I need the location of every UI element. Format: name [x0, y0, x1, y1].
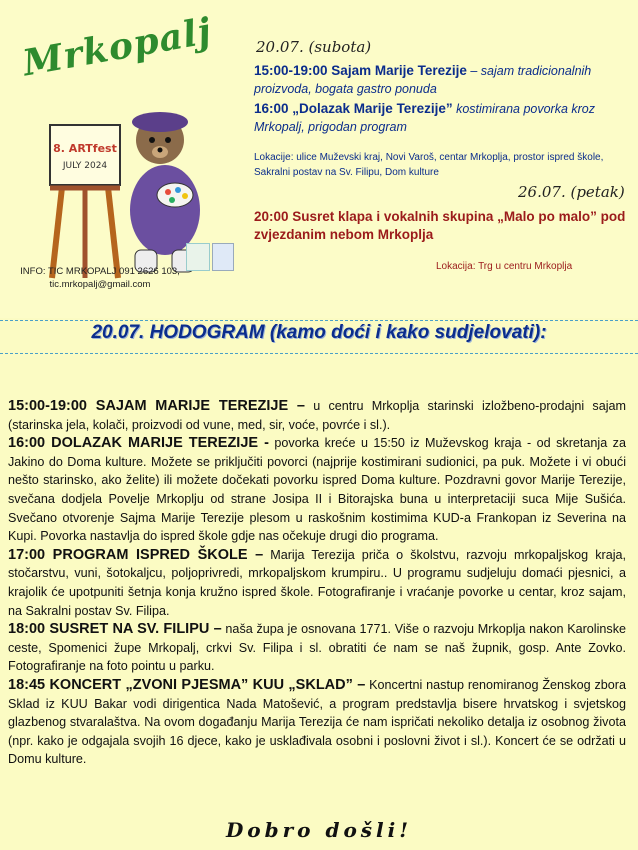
item-heading: 18:45 KONCERT „ZVONI PJESMA” KUU „SKLAD” – [8, 676, 366, 693]
divider-bottom [0, 353, 638, 354]
municipality-logo-badge [212, 243, 234, 271]
item-text: povorka kreće u 15:50 iz Muževskog kraja - od skretanja za Jakino do Doma kulture. Možete se priključiti povorci (najprije kostimirani sudionici, pa puk. Možete i vi obući nešto starinsko, ako želite) ili možete dočekati povorku ispred Doma kulture. Pozdravni govor Marije Terezije, svečana dodjela Povelje Mrkoplju od strane Josipa II i Bitorajska buna u interpretaciji suca Mije Sušića. Svečano otvorenje Sajma Marije Terezije plesom u raskošnim kostimima KUD-a Frankopan iz Severina na Kupi. Povorka nastavlja do ispred škole gdje nas očekuje drugi dio programa. [8, 436, 626, 544]
list-item [8, 397, 626, 434]
saturday-event-1 [254, 62, 629, 98]
hodogram-list [8, 397, 626, 769]
list-item [8, 620, 626, 676]
artfest-label: 8. ARTfest [53, 142, 117, 155]
friday-location: Lokacija: Trg u centru Mrkoplja [436, 261, 573, 272]
friday-event: 20:00 Susret klapa i vokalnih skupina „Malo po malo” pod zvjezdanim nebom Mrkoplja [254, 209, 626, 242]
header-section [0, 0, 638, 318]
event-1-title: 15:00-19:00 Sajam Marije Terezije [254, 63, 467, 78]
friday-date: 26.07. (petak) [518, 183, 625, 201]
item-heading: 18:00 SUSRET NA SV. FILIPU – [8, 621, 222, 638]
event-1-desc: – sajam tradicionalnih proizvoda, bogata gastro ponuda [254, 64, 592, 96]
item-heading: 15:00-19:00 SAJAM MARIJE TEREZIJE – [8, 398, 305, 414]
event-2-title: 16:00 „Dolazak Marije Terezije” [254, 101, 453, 116]
artfest-date: JULY 2024 [62, 161, 108, 171]
info-contact [10, 265, 190, 291]
info-email: tic.mrkopalj@gmail.com [49, 279, 151, 290]
divider-top [0, 320, 638, 321]
item-heading: 16:00 DOLAZAK MARIJE TEREZIJE - [8, 435, 269, 452]
list-item [8, 676, 626, 769]
item-text: Marija Terezija priča o školstvu, razvoju mrkopaljskog kraja, stočarstvu, vuni, šotokaljcu, poljoprivredi, mrkopaljskom krumpiru.. U programu sudjeluju domaći pjesnici, a krajolik će upotpuniti šetnja konja kružno ispred škole. Fotografiranje i vraćanje povorke u centar, kroz sajam, na Sakralni postav Sv. Filipa. [8, 547, 626, 618]
hodogram-title: 20.07. HODOGRAM (kamo doći i kako sudjelovati): [91, 322, 547, 343]
info-phone: INFO: TIC MRKOPALJ 091 2626 103, [20, 266, 180, 277]
item-text: u centru Mrkoplja starinski izložbeno-prodajni sajam (starinska jela, kolači, proizvodi od vune, med, sir, voće, povrće i sl.). [8, 399, 627, 432]
saturday-event-2 [254, 100, 629, 136]
list-item [8, 434, 626, 546]
saturday-location: Lokacije: ulice Muževski kraj, Novi Varoš, centar Mrkoplja, prostor ispred škole, Sakralni postav na Sv. Filipu, Dom kulture [254, 152, 604, 178]
item-text: Koncertni nastup renomiranog Ženskog zbora Sklad iz KUU Bakar vodi dirigentica Nada Matošević, a program predstavlja bisere hrvatskog i svjetskog glazbenog stvaralaštva. Na ovom događanju Marija Terezija će nam ispričati nekoliko detalja iz osobnog života (npr. kako je odgajala svojih 16 djece, kako je usklađivala osobni i poslovni život i sl.). Koncert će se održati u Domu kulture. [8, 677, 626, 767]
item-text: naša župa je osnovana 1771. Više o razvoju Mrkoplja nakon Karolinske ceste, Spomenici župe Mrkopalj, crkvi Sv. Filipa i sl. obratiti će nam se naš župnik, gosp. Ante Zovko. Fotografiranje na foto pointu u parku. [8, 622, 626, 674]
item-heading: 17:00 PROGRAM ISPRED ŠKOLE – [8, 546, 264, 563]
welcome-footer: Dobro došli! [225, 818, 413, 842]
mrkopalj-logo: Mrkopalj [19, 9, 216, 85]
event-2-desc: kostimirana povorka kroz Mrkopalj, prigodan program [254, 102, 596, 134]
saturday-date: 20.07. (subota) [256, 38, 372, 56]
list-item [8, 546, 626, 620]
